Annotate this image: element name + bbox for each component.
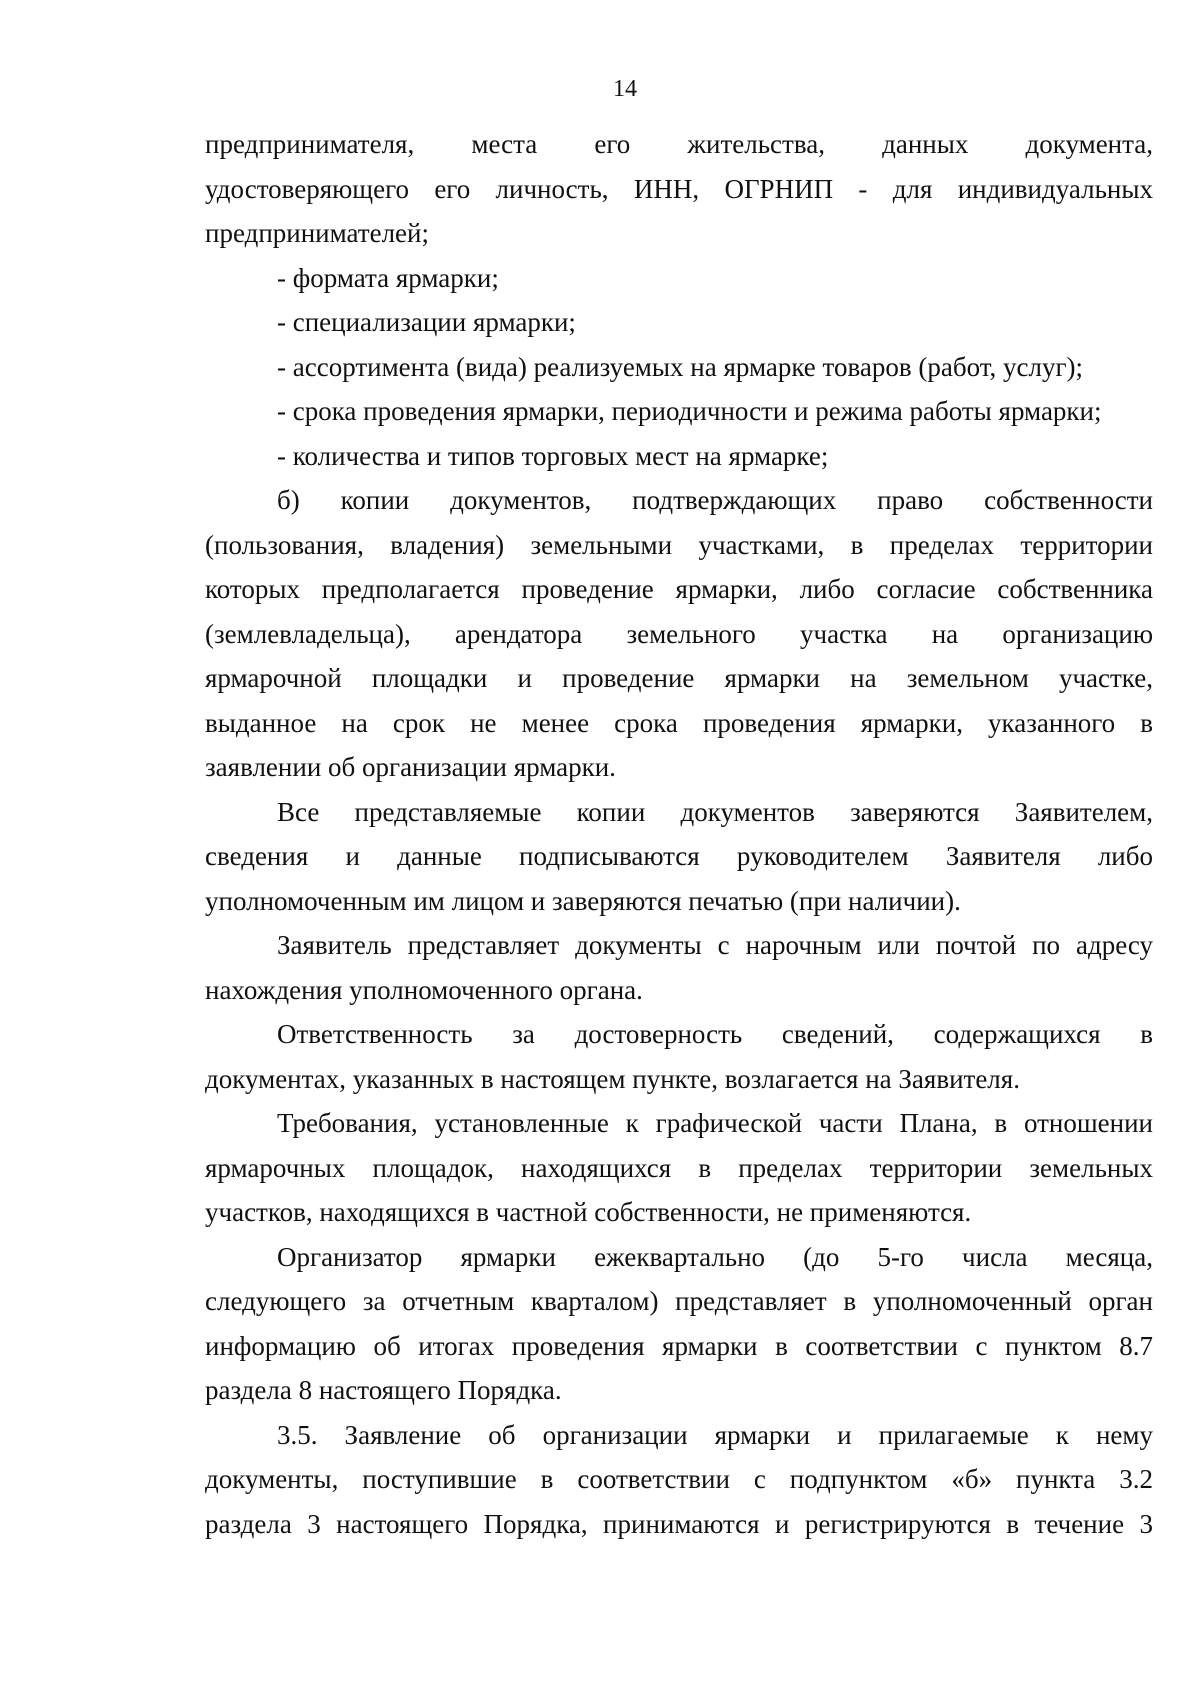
text-line: документы, поступившие в соответствии с подпунктом «б» пункта 3.2 bbox=[205, 1464, 1153, 1494]
intro-paragraph bbox=[205, 122, 1153, 256]
document-body bbox=[205, 122, 1153, 1546]
list-item: - срока проведения ярмарки, периодичности и режима работы ярмарки; bbox=[277, 396, 1102, 426]
text-line: выданное на срок не менее срока проведения ярмарки, указанного в bbox=[205, 707, 1153, 738]
list-item: - ассортимента (вида) реализуемых на ярмарке товаров (работ, услуг); bbox=[277, 351, 1084, 382]
text-line: б) копии документов, подтверждающих право собственности bbox=[277, 485, 1153, 515]
text-line: (пользования, владения) земельными участками, в пределах территории bbox=[205, 529, 1153, 560]
text-line: предпринимателя, места его жительства, данных документа, bbox=[205, 129, 1153, 159]
text-line: Ответственность за достоверность сведений, содержащихся в bbox=[277, 1019, 1153, 1049]
list-item: - количества и типов торговых мест на ярмарке; bbox=[277, 440, 829, 471]
text-line: Организатор ярмарки ежеквартально (до 5-го числа месяца, bbox=[277, 1241, 1153, 1272]
paragraph-certification bbox=[205, 790, 1153, 924]
text-line: сведения и данные подписываются руководителем Заявителя либо bbox=[205, 841, 1153, 871]
text-line: заявлении об организации ярмарки. bbox=[205, 752, 616, 782]
paragraph-requirements bbox=[205, 1101, 1153, 1235]
text-line: ярмарочных площадок, находящихся в пределах территории земельных bbox=[205, 1152, 1153, 1183]
text-line: документах, указанных в настоящем пункте, возлагается на Заявителя. bbox=[205, 1063, 1020, 1094]
text-line: которых предполагается проведение ярмарки, либо согласие собственника bbox=[205, 574, 1153, 604]
text-line: раздела 8 настоящего Порядка. bbox=[205, 1375, 562, 1405]
text-line: информацию об итогах проведения ярмарки в соответствии с пунктом 8.7 bbox=[205, 1330, 1153, 1361]
text-line: Требования, установленные к графической части Плана, в отношении bbox=[277, 1108, 1153, 1138]
text-line: уполномоченным им лицом и заверяются печатью (при наличии). bbox=[205, 885, 961, 916]
text-line: предпринимателей; bbox=[205, 218, 429, 248]
text-line: Заявитель представляет документы с нарочным или почтой по адресу bbox=[277, 930, 1153, 960]
text-line: Все представляемые копии документов заверяются Заявителем, bbox=[277, 796, 1153, 827]
list-item: - специализации ярмарки; bbox=[277, 307, 576, 337]
paragraph-section-3-5 bbox=[205, 1413, 1153, 1547]
paragraph-documents-copies bbox=[205, 478, 1153, 790]
text-line: удостоверяющего его личность, ИНН, ОГРНИП - для индивидуальных bbox=[205, 173, 1153, 204]
text-line: ярмарочной площадки и проведение ярмарки на земельном участке, bbox=[205, 663, 1153, 693]
paragraph-submission bbox=[205, 923, 1153, 1012]
list-item: - формата ярмарки; bbox=[277, 262, 499, 293]
page-number: 14 bbox=[613, 76, 637, 102]
text-line: нахождения уполномоченного органа. bbox=[205, 974, 643, 1005]
requirements-list bbox=[205, 256, 1153, 479]
paragraph-responsibility bbox=[205, 1012, 1153, 1101]
text-line: (землевладельца), арендатора земельного участка на организацию bbox=[205, 618, 1153, 649]
text-line: раздела 3 настоящего Порядка, принимаются и регистрируются в течение 3 bbox=[205, 1508, 1153, 1539]
text-line: следующего за отчетным кварталом) представляет в уполномоченный орган bbox=[205, 1286, 1153, 1316]
paragraph-organizer-report bbox=[205, 1235, 1153, 1413]
text-line: 3.5. Заявление об организации ярмарки и прилагаемые к нему bbox=[277, 1419, 1153, 1450]
text-line: участков, находящихся в частной собственности, не применяются. bbox=[205, 1197, 972, 1227]
